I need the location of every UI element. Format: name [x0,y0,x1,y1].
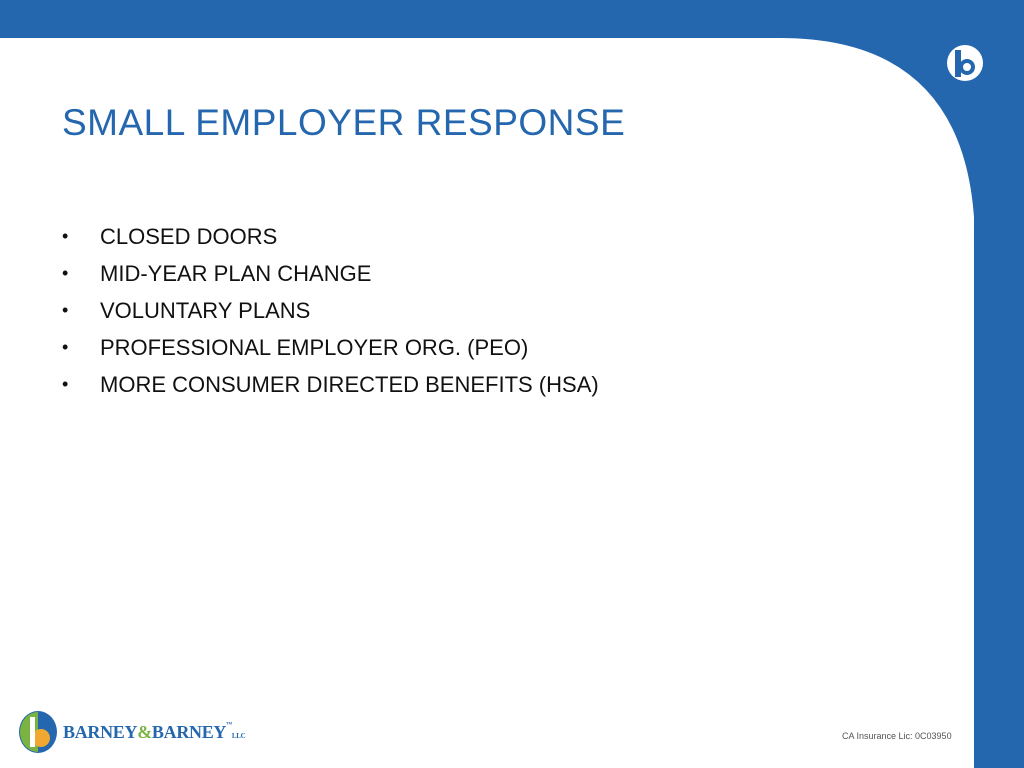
right-frame-bar [974,0,1024,768]
footer-logo [18,710,245,754]
bullet-text: MORE CONSUMER DIRECTED BENEFITS (HSA) [100,372,599,397]
bullet-dot: • [62,263,69,283]
slide-title: SMALL EMPLOYER RESPONSE [62,102,626,143]
bullet-dot: • [62,226,69,246]
bullet-dot: • [62,374,69,394]
bullet-list [62,218,599,403]
bullet-text: CLOSED DOORS [100,224,278,249]
bullet-text: PROFESSIONAL EMPLOYER ORG. (PEO) [100,335,529,360]
top-frame-bar [0,0,1024,38]
license-text: CA Insurance Lic: 0C03950 [842,731,952,741]
bullet-item [62,292,599,329]
bullet-item [62,366,599,403]
bullet-item [62,255,599,292]
bullet-item [62,329,599,366]
bullet-dot: • [62,337,69,357]
b-logo-icon [945,44,985,82]
brand-name: BARNEY&BARNEY™LLC [63,721,246,742]
barney-logo-icon [18,710,58,754]
bullet-item [62,218,599,255]
bullet-text: MID-YEAR PLAN CHANGE [100,261,372,286]
bullet-dot: • [62,300,69,320]
bullet-text: VOLUNTARY PLANS [100,298,311,323]
